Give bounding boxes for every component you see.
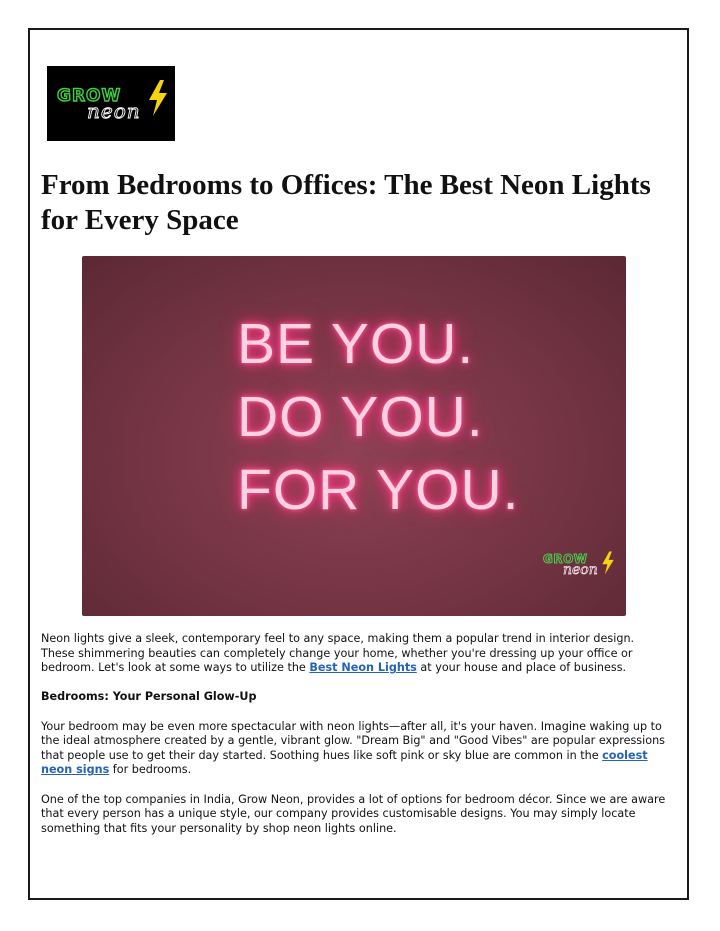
watermark-neon-text: neon — [563, 562, 598, 578]
company-paragraph: One of the top companies in India, Grow Neon, provides a lot of options for bedroom décor. Since we are aware that every person has a unique style, our company provides customisable designs. You may simply locate something that fits your personality by shop neon lights online. — [41, 792, 666, 835]
neon-line-3: FOR YOU. — [237, 458, 520, 522]
bedroom-text-after: for bedrooms. — [109, 763, 192, 777]
intro-text-after: at your house and place of business. — [416, 661, 627, 675]
section-heading: Bedrooms: Your Personal Glow-Up — [41, 690, 257, 704]
neon-line-1: BE YOU. — [237, 312, 475, 376]
lightning-bolt-icon — [147, 80, 169, 116]
article-body — [41, 632, 671, 851]
article-title: From Bedrooms to Offices: The Best Neon Lights for Every Space — [41, 169, 651, 236]
watermark-logo — [543, 552, 623, 592]
watermark-bolt-icon — [601, 550, 615, 576]
watermark-grow-text: GROW — [543, 552, 588, 566]
bedroom-text-before: Your bedroom may be even more spectacular with neon lights—after all, it's your haven. Imagine waking up to the ideal atmosphere created by a gentle, vibrant glow. "Dream Big" and "Good Vibes" are popular expressions that people use to get their day started. Soothing hues like soft pink or sky blue are common in the — [41, 719, 666, 762]
neon-line-2: DO YOU. — [237, 385, 484, 449]
hero-neon-image — [82, 256, 626, 616]
best-neon-lights-link[interactable]: Best Neon Lights — [309, 661, 417, 675]
coolest-neon-signs-link[interactable]: coolest neon signs — [41, 748, 648, 777]
intro-paragraph — [41, 632, 671, 676]
grow-neon-logo[interactable] — [47, 66, 175, 141]
intro-text-before: Neon lights give a sleek, contemporary feel to any space, making them a popular trend in interior design. These shimmering beauties can completely change your home, whether you're dressing up your office or bedroom. Let's look at some ways to utilize the — [41, 632, 635, 675]
neon-sign-text — [237, 308, 519, 527]
bedroom-paragraph — [41, 720, 671, 778]
logo-grow-text: GROW — [57, 86, 122, 106]
logo-neon-text: neon — [87, 99, 141, 123]
